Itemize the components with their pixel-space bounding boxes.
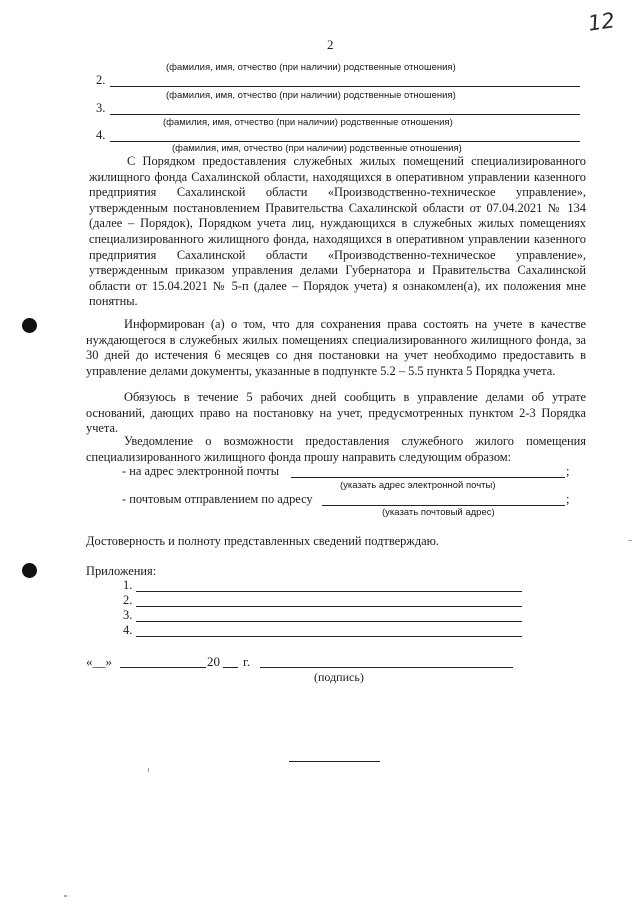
signature-line[interactable] (260, 667, 513, 668)
attachment-num-2: 2. (123, 593, 133, 607)
relative-row-num-2: 2. (96, 73, 106, 87)
relative-row-num-3: 3. (96, 101, 106, 115)
email-semicolon: ; (566, 464, 570, 478)
attachment-num-1: 1. (123, 578, 133, 592)
post-caption: (указать почтовый адрес) (382, 507, 495, 518)
confirmation-text: Достоверность и полноту представленных сведений подтверждаю. (86, 534, 440, 548)
postal-address-line[interactable] (322, 505, 565, 506)
paragraph-informed: Информирован (а) о том, что для сохранения права состоять на учете в качестве нуждающегося в служебных жилых помещениях специализированного жилищного фонда, за 30 дней до истечения 6 месяцев со дня постановки на учет необходимо предоставить в управление делами документы, указанные в подпункте 5.2 – 5.5 пункта 5 Порядка учета. (86, 317, 586, 378)
attachment-line-3[interactable] (136, 621, 522, 622)
relatives-caption-4: (фамилия, имя, отчество (при наличии) родственные отношения) (172, 143, 462, 154)
relatives-caption-3: (фамилия, имя, отчество (при наличии) родственные отношения) (163, 117, 453, 128)
relative-row-num-4: 4. (96, 128, 106, 142)
date-month-line[interactable] (120, 667, 206, 668)
email-option-label: - на адрес электронной почты (122, 464, 280, 478)
scan-speck (628, 540, 632, 541)
date-year-prefix: 20 (207, 654, 220, 669)
relatives-caption-1: (фамилия, имя, отчество (при наличии) родственные отношения) (166, 62, 456, 73)
paragraph-obligation: Обязуюсь в течение 5 рабочих дней сообщить в управление делами об утрате оснований, дающих право на постановку на учет, предусмотренных пунктом 2-3 Порядка учета. (86, 390, 586, 436)
attachments-title: Приложения: (86, 564, 157, 578)
post-option-label: - почтовым отправлением по адресу (122, 492, 313, 506)
relative-line-4 (110, 141, 580, 142)
date-year-suffix: г. (243, 654, 251, 669)
relative-line-2 (110, 86, 580, 87)
punch-hole-top (22, 318, 37, 333)
relative-line-3 (110, 114, 580, 115)
attachment-line-2[interactable] (136, 606, 522, 607)
scan-speck (64, 895, 67, 897)
relatives-caption-2: (фамилия, имя, отчество (при наличии) родственные отношения) (166, 90, 456, 101)
email-caption: (указать адрес электронной почты) (340, 480, 496, 491)
signature-caption: (подпись) (314, 670, 364, 684)
closing-separator (289, 761, 380, 762)
scan-speck (148, 768, 149, 772)
attachment-line-1[interactable] (136, 591, 522, 592)
date-day: «__» (86, 654, 112, 669)
attachment-num-3: 3. (123, 608, 133, 622)
date-year-line[interactable] (223, 667, 238, 668)
paragraph-notification: Уведомление о возможности предоставления служебного жилого помещения специализированного жилищного фонда прошу направить следующим образом: (86, 434, 586, 464)
handwritten-sheet-number: 12 (586, 8, 617, 36)
paragraph-acquainted: С Порядком предоставления служебных жилых помещений специализированного жилищного фонда Сахалинской области, находящихся в оперативном управлении казенного предприятия Сахалинской области «Производственно-техническое управление», утвержденным постановлением Правительства Сахалинской области от 07.04.2021 № 134 (далее – Порядок), Порядком учета лиц, нуждающихся в служебных жилых помещениях специализированного жилищного фонда, находящихся в оперативном управлении казенного предприятия Сахалинской области «Производственно-техническое управление», утвержденным приказом управления делами Губернатора и Правительства Сахалинской области от 15.04.2021 № 5-п (далее – Порядок учета) я ознакомлен(а), их положения мне понятны. (89, 154, 586, 309)
page-number: 2 (327, 37, 334, 52)
post-semicolon: ; (566, 492, 570, 506)
attachment-num-4: 4. (123, 623, 133, 637)
attachment-line-4[interactable] (136, 636, 522, 637)
email-address-line[interactable] (291, 477, 565, 478)
punch-hole-bottom (22, 563, 37, 578)
